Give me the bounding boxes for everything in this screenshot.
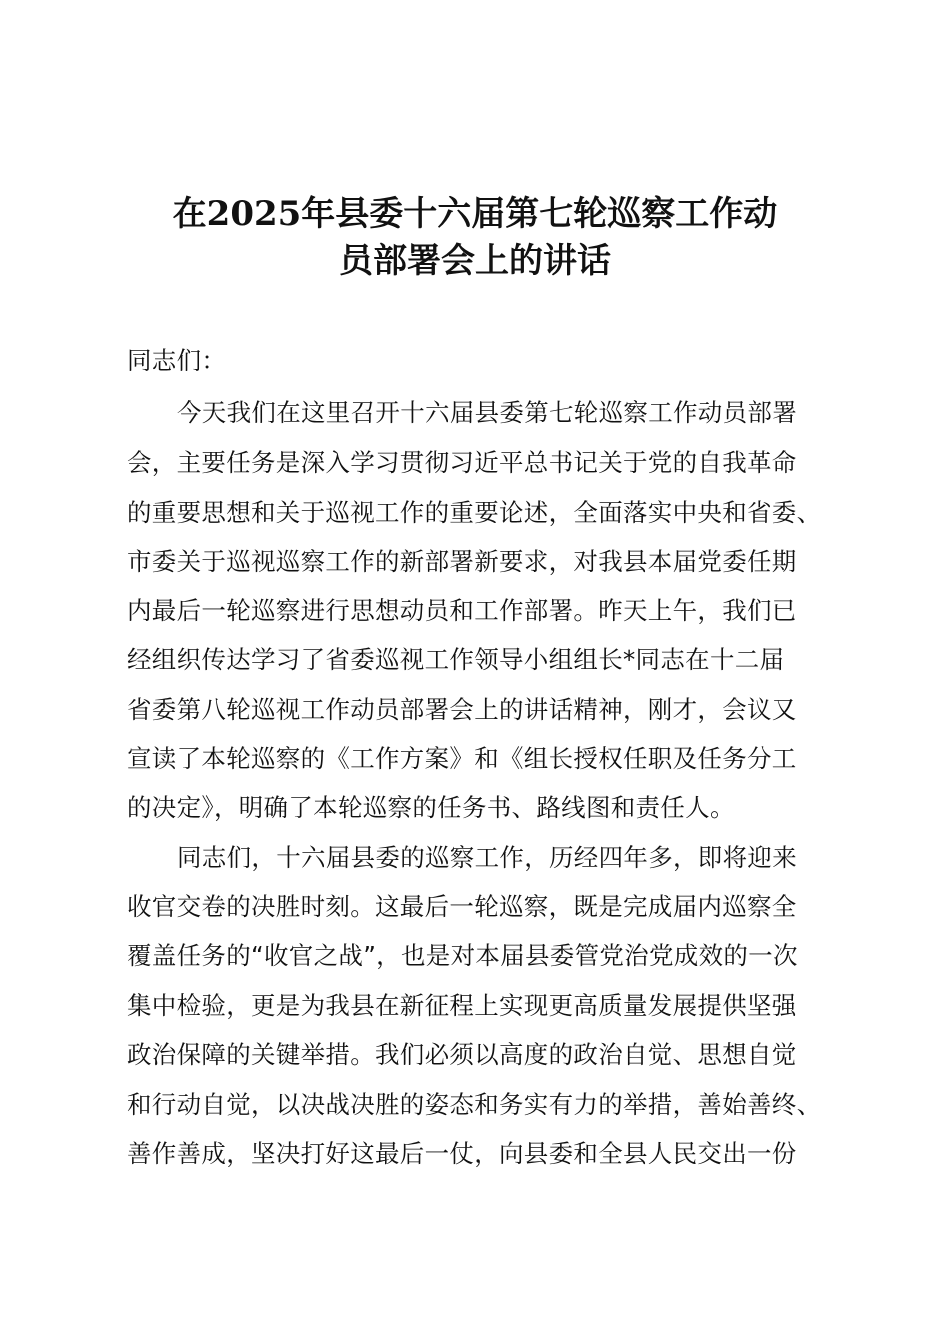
text-line: 内最后一轮巡察进行思想动员和工作部署。昨天上午，我们已 — [127, 596, 797, 625]
text-line: 今天我们在这里召开十六届县委第七轮巡察工作动员部署 — [177, 398, 797, 427]
text-line: 的重要思想和关于巡视工作的重要论述，全面落实中央和省委、 — [127, 498, 822, 527]
text-line: 会，主要任务是深入学习贯彻习近平总书记关于党的自我革命 — [127, 448, 797, 477]
salutation: 同志们： — [127, 346, 227, 375]
text-line: 收官交卷的决胜时刻。这最后一轮巡察，既是完成届内巡察全 — [127, 892, 797, 921]
text-line: 的决定》，明确了本轮巡察的任务书、路线图和责任人。 — [127, 793, 735, 822]
text-line: 政治保障的关键举措。我们必须以高度的政治自觉、思想自觉 — [127, 1040, 797, 1069]
text-line: 覆盖任务的“收官之战”，也是对本届县委管党治党成效的一次 — [127, 941, 798, 970]
document-title-line-2: 员部署会上的讲话 — [339, 241, 611, 281]
text-line: 和行动自觉，以决战决胜的姿态和务实有力的举措，善始善终、 — [127, 1090, 822, 1119]
text-line: 经组织传达学习了省委巡视工作领导小组组长*同志在十二届 — [127, 645, 785, 674]
document-title-line-1: 在2025年县委十六届第七轮巡察工作动 — [172, 194, 778, 234]
text-line: 市委关于巡视巡察工作的新部署新要求，对我县本届党委任期 — [127, 547, 797, 576]
text-line: 宣读了本轮巡察的《工作方案》和《组长授权任职及任务分工 — [127, 744, 797, 773]
text-line: 省委第八轮巡视工作动员部署会上的讲话精神，刚才，会议又 — [127, 695, 797, 724]
text-line: 善作善成，坚决打好这最后一仗，向县委和全县人民交出一份 — [127, 1139, 797, 1168]
text-line: 同志们，十六届县委的巡察工作，历经四年多，即将迎来 — [177, 843, 797, 872]
text-line: 集中检验，更是为我县在新征程上实现更高质量发展提供坚强 — [127, 991, 797, 1020]
